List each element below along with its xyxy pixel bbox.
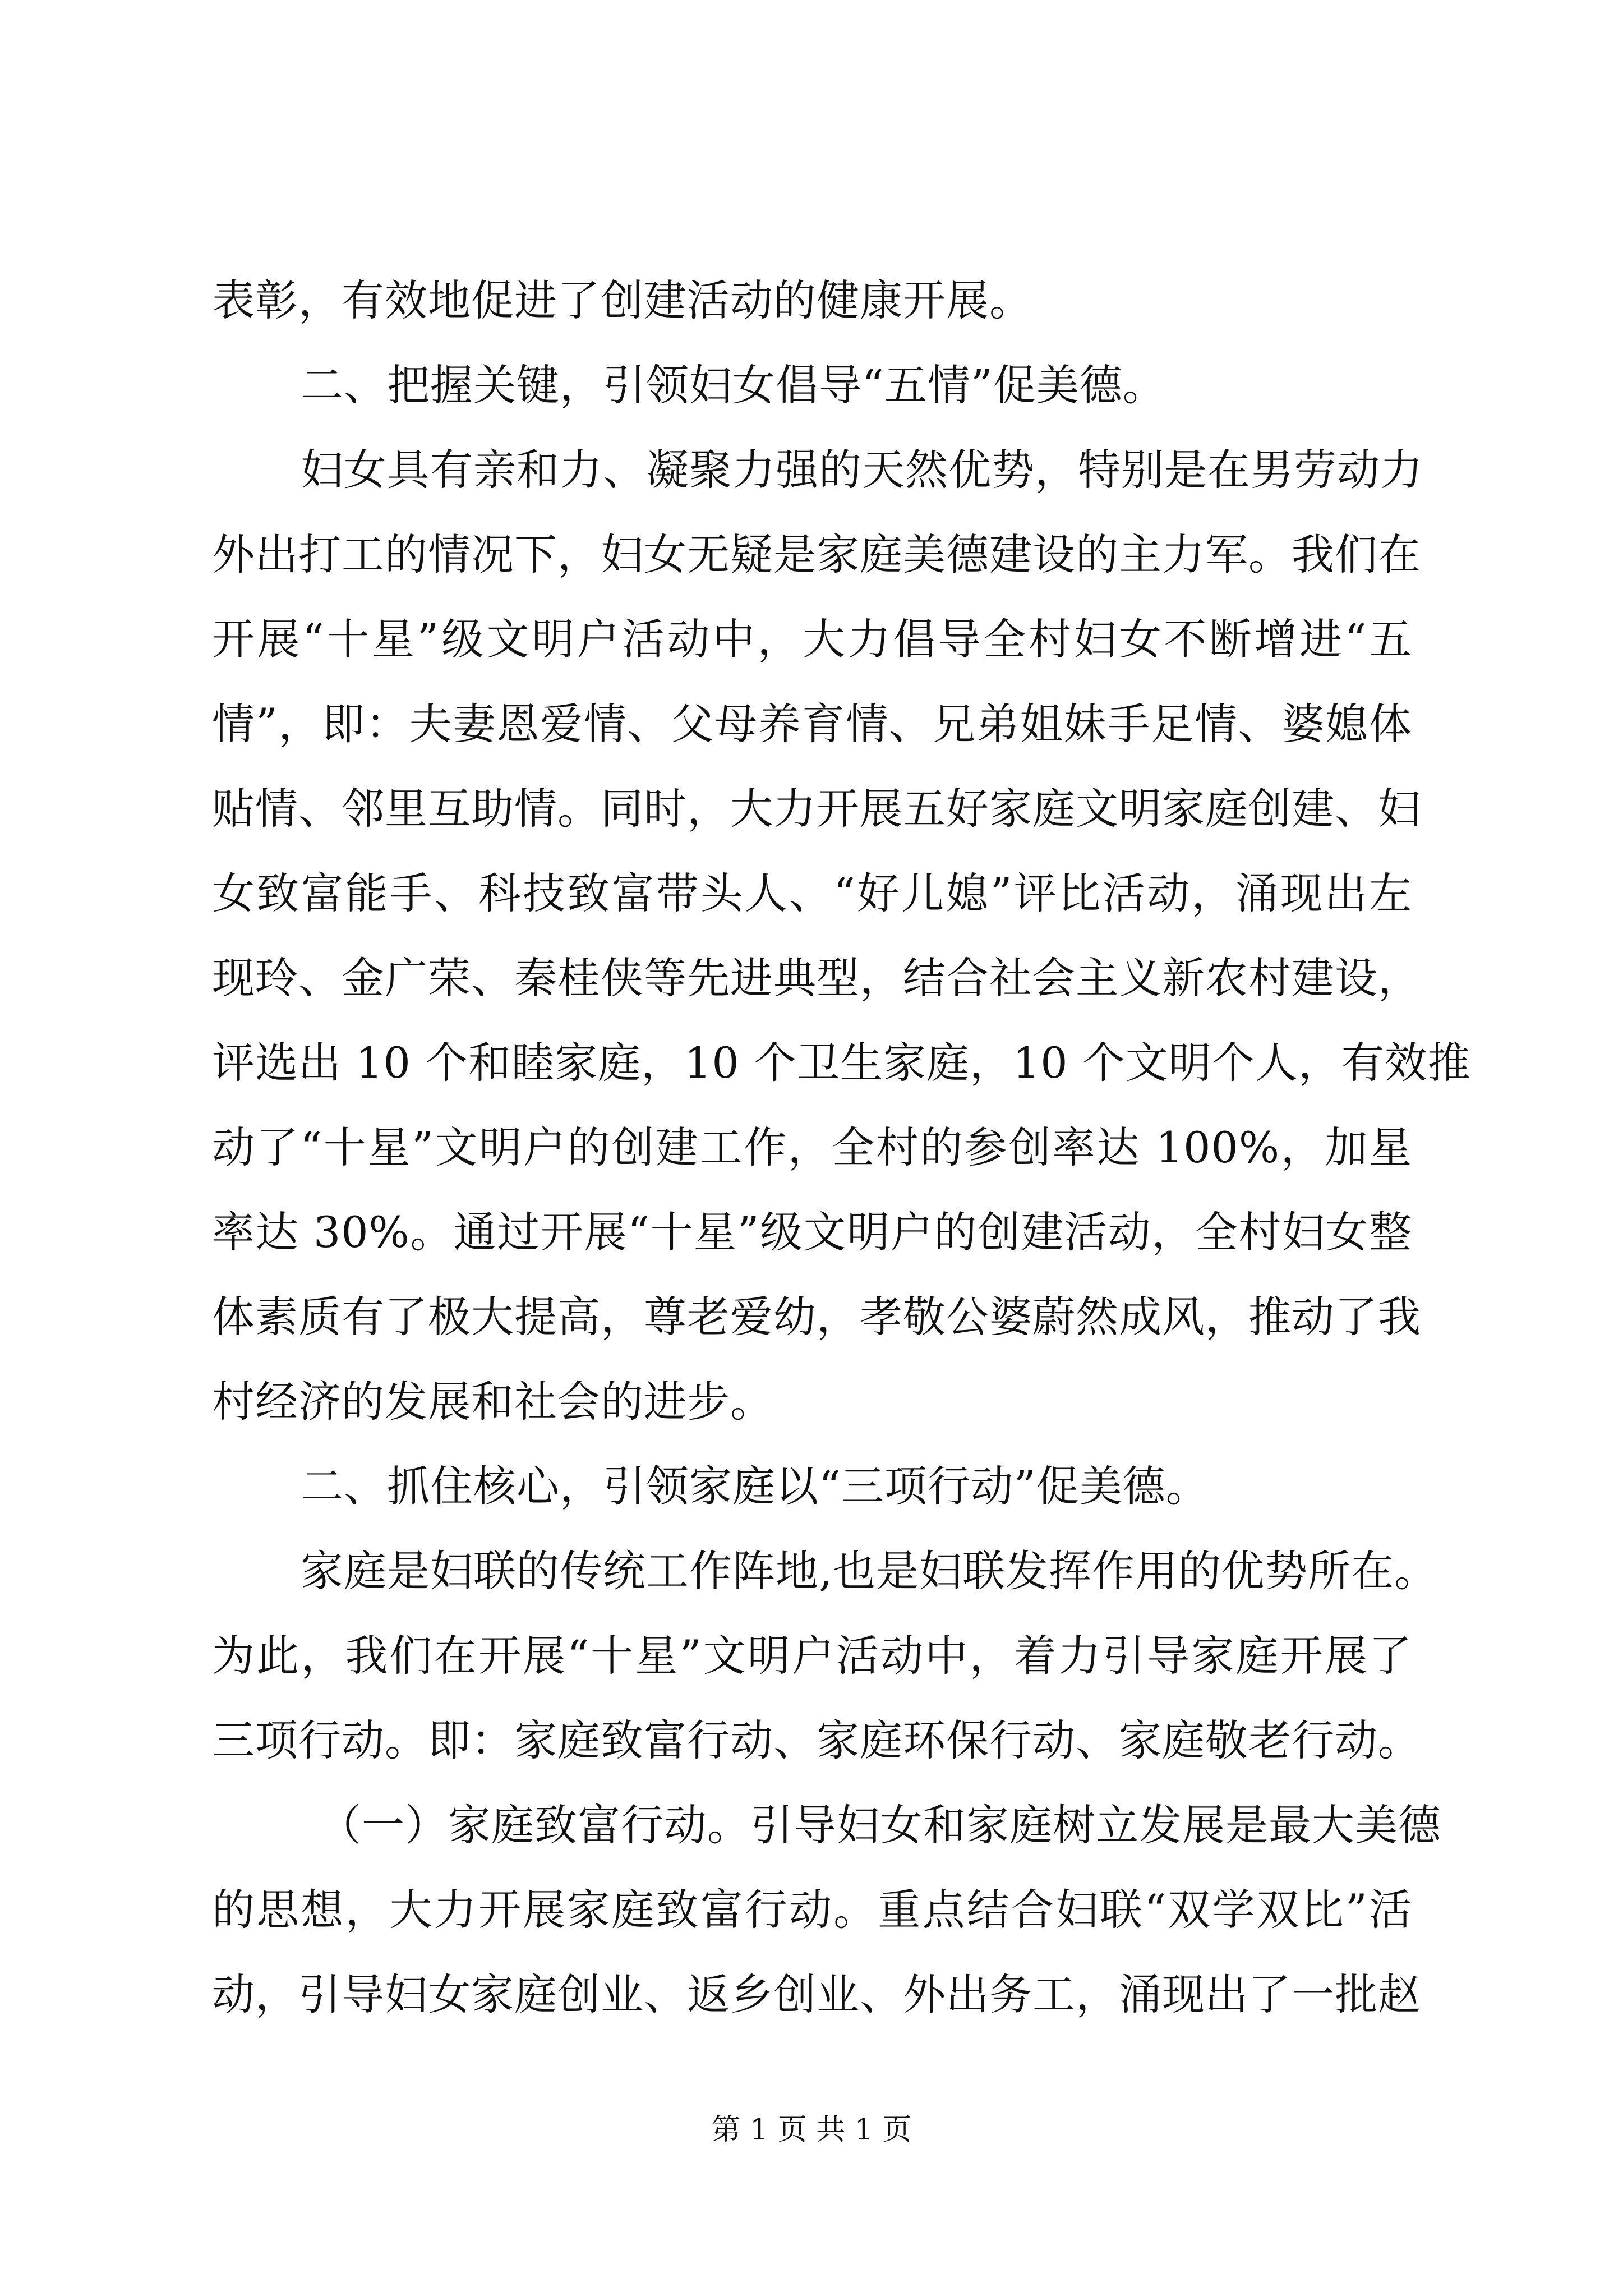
text-line: 家庭是妇联的传统工作阵地,也是妇联发挥作用的优势所在。 (301, 1546, 1438, 1596)
text-line: 外出打工的情况下，妇女无疑是家庭美德建设的主力军。我们在 (212, 530, 1421, 579)
text-line: 的思想，大力开展家庭致富行动。重点结合妇联“双学双比”活 (212, 1885, 1412, 1935)
section-heading: 二、抓住核心，引领家庭以“三项行动”促美德。 (301, 1461, 1209, 1511)
text-line: 贴情、邻里互助情。同时，大力开展五好家庭文明家庭创建、妇 (212, 784, 1421, 834)
text-line: 情”，即：夫妻恩爱情、父母养育情、兄弟姐妹手足情、婆媳体 (212, 699, 1412, 749)
text-line: 现玲、金广荣、秦桂侠等先进典型，结合社会主义新农村建设， (212, 953, 1421, 1003)
document-body (212, 258, 1471, 2037)
text-line: 村经济的发展和社会的进步。 (212, 1377, 773, 1427)
text-line: 率达 30%。通过开展“十星”级文明户的创建活动，全村妇女整 (212, 1207, 1412, 1257)
text-line: 三项行动。即：家庭致富行动、家庭环保行动、家庭敬老行动。 (212, 1715, 1421, 1765)
text-line: 女致富能手、科技致富带头人、“好儿媳”评比活动，涌现出左 (212, 868, 1412, 918)
text-line: 体素质有了极大提高，尊老爱幼，孝敬公婆蔚然成风，推动了我 (212, 1292, 1421, 1342)
text-line: 为此，我们在开展“十星”文明户活动中，着力引导家庭开展了 (212, 1631, 1412, 1681)
text-line: 评选出 10 个和睦家庭，10 个卫生家庭，10 个文明个人，有效推 (212, 1038, 1471, 1088)
text-line: 动了“十星”文明户的创建工作，全村的参创率达 100%，加星 (212, 1122, 1412, 1172)
subsection-line: （一）家庭致富行动。引导妇女和家庭树立发展是最大美德 (319, 1800, 1441, 1850)
text-line: 动，引导妇女家庭创业、返乡创业、外出务工，涌现出了一批赵 (212, 1970, 1421, 2019)
page-footer: 第 1 页 共 1 页 (711, 2113, 912, 2147)
text-line: 开展“十星”级文明户活动中，大力倡导全村妇女不断增进“五 (212, 614, 1412, 664)
text-line: 妇女具有亲和力、凝聚力强的天然优势，特别是在男劳动力 (301, 445, 1423, 495)
text-line: 表彰，有效地促进了创建活动的健康开展。 (212, 275, 1032, 325)
section-heading: 二、把握关键，引领妇女倡导“五情”促美德。 (301, 360, 1166, 410)
